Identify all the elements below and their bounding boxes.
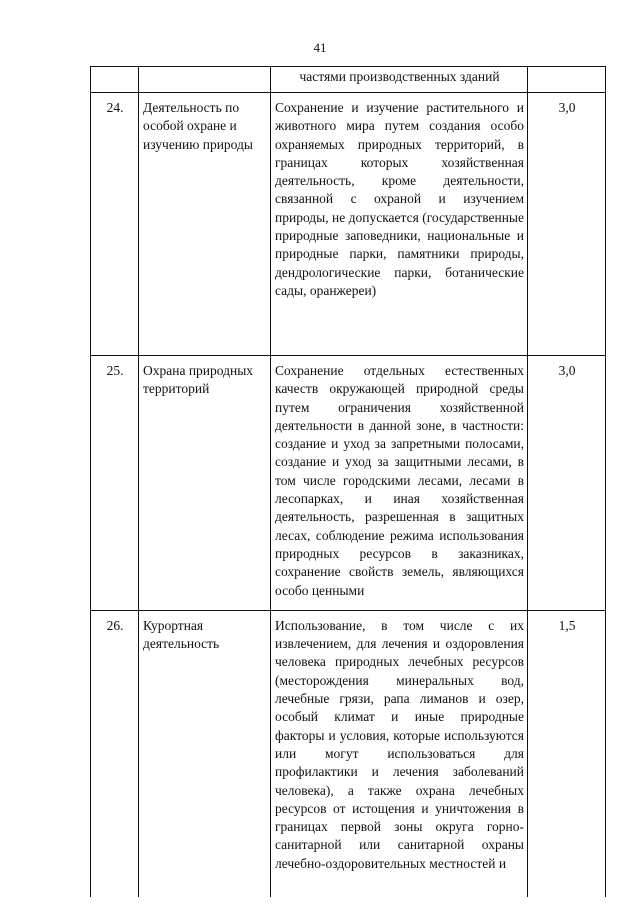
cell-name: Охрана природных территорий	[139, 356, 271, 611]
cell-description: Использование, в том числе с их извлечением, для лечения и оздоровления человека природных лечебных ресурсов (месторождения минеральных вод, лечебные грязи, рапа лиманов и озер, особый климат и иные природные факторы и условия, которые используются или могут использоваться для профилактики и лечения заболеваний человека), а также охрана лечебных ресурсов от истощения и уничтожения в границах первой зоны округа горно-санитарной или санитарной охраны лечебно-оздоровительных местностей и	[271, 610, 528, 897]
cell-coefficient: 3,0	[528, 356, 606, 611]
cell-description: Сохранение и изучение растительного и животного мира путем создания особо охраняемых природных территорий, в границах которых хозяйственная деятельность, кроме деятельности, связанной с охраной и изучением природы, не допускается (государственные природные заповедники, национальные и природные парки, памятники природы, дендрологические парки, ботанические сады, оранжереи)	[271, 93, 528, 356]
land-use-table	[90, 66, 606, 897]
cell-number: 26.	[91, 610, 139, 897]
table-row	[91, 356, 606, 611]
page-number: 41	[313, 40, 327, 55]
cell-coefficient: 1,5	[528, 610, 606, 897]
table-row	[91, 93, 606, 356]
cell-description: частями производственных зданий	[271, 67, 528, 93]
cell-coefficient	[528, 67, 606, 93]
cell-number: 24.	[91, 93, 139, 356]
cell-name: Курортная деятельность	[139, 610, 271, 897]
cell-coefficient: 3,0	[528, 93, 606, 356]
cell-number	[91, 67, 139, 93]
cell-name: Деятельность по особой охране и изучению природы	[139, 93, 271, 356]
cell-number: 25.	[91, 356, 139, 611]
table-row	[91, 610, 606, 897]
table-row-continuation	[91, 67, 606, 93]
cell-description: Сохранение отдельных естественных качеств окружающей природной среды путем ограничения хозяйственной деятельности в данной зоне, в частности: создание и уход за запретными полосами, создание и уход за защитными лесами, в том числе городскими лесами, лесами в лесопарках, и иная хозяйственная деятельность, разрешенная в защитных лесах, соблюдение режима использования природных ресурсов в заказниках, сохранение свойств земель, являющихся особо ценными	[271, 356, 528, 611]
cell-name	[139, 67, 271, 93]
